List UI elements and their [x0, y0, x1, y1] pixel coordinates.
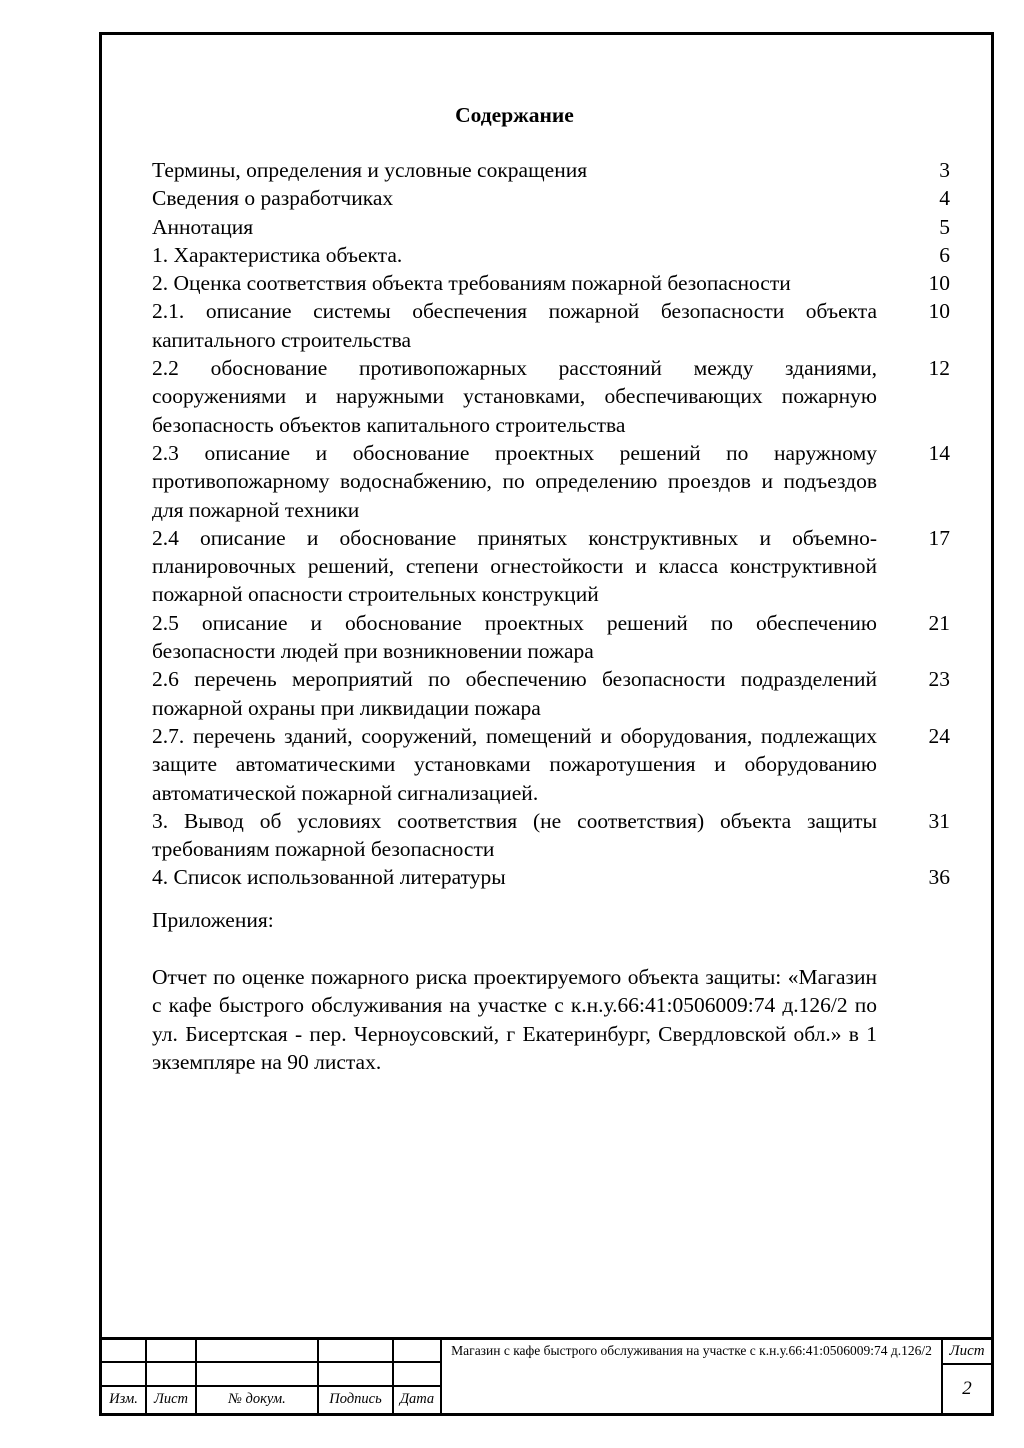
toc-row: [152, 269, 950, 297]
title-block-revision-table: [102, 1340, 442, 1413]
toc-entry-text: Термины, определения и условные сокращения: [152, 158, 588, 182]
toc-page-number: 17: [928, 525, 950, 550]
revision-cell-empty: [197, 1340, 319, 1363]
revision-cell-empty: [319, 1363, 394, 1386]
toc-page-number: 14: [928, 440, 950, 465]
column-header-list: Лист: [147, 1387, 197, 1413]
toc: [152, 156, 950, 892]
toc-entry-text: Аннотация: [152, 214, 254, 239]
sheet-label: Лист: [943, 1340, 991, 1365]
toc-page-number: 12: [928, 356, 950, 381]
toc-entry-text: 2.3 описание и обоснование проектных решений по наружному противопожарному водоснабжению, по определению проездов и подъездов для пожарной техники: [152, 440, 877, 522]
toc-page-number: 4: [939, 186, 950, 211]
toc-page-number: 3: [939, 158, 950, 182]
page-frame: [99, 32, 994, 1416]
toc-row: [152, 297, 950, 354]
revision-cell-empty: [147, 1363, 197, 1386]
toc-row: [152, 439, 950, 524]
toc-page-number: 23: [928, 667, 950, 692]
toc-page-number: 24: [928, 723, 950, 748]
toc-page-number: 6: [939, 242, 950, 267]
toc-row: [152, 354, 950, 439]
revision-cell-empty: [102, 1363, 147, 1386]
revision-cell-empty: [319, 1340, 394, 1363]
title-block: [102, 1337, 991, 1413]
toc-page-number: 36: [928, 865, 950, 890]
toc-entry-text: 2.6 перечень мероприятий по обеспечению безопасности подразделений пожарной охраны при ликвидации пожара: [152, 667, 877, 720]
toc-row: [152, 184, 950, 212]
toc-entry-text: Сведения о разработчиках: [152, 186, 394, 211]
toc-row: [152, 807, 950, 864]
toc-page-number: 21: [928, 610, 950, 635]
toc-entry-text: 2.4 описание и обоснование принятых конструктивных и объемно-планировочных решений, степени огнестойкости и класса конструктивной пожарной опасности строительных конструкций: [152, 525, 877, 607]
toc-row: [152, 722, 950, 807]
revision-cell-empty: [102, 1340, 147, 1363]
appendix-paragraph: Отчет по оценке пожарного риска проектируемого объекта защиты: «Магазин с кафе быстрого обслуживания на участке с к.н.у.66:41:0506009:74 д.126/2 по ул. Бисертская - пер. Черноусовский, г Екатеринбург, Свердловской обл.» в 1 экземпляре на 90 листах.: [152, 965, 877, 1074]
toc-entry-text: 2.5 описание и обоснование проектных решений по обеспечению безопасности людей при возникновении пожара: [152, 610, 877, 664]
appendix-heading: Приложения:: [152, 907, 274, 932]
page-title: Содержание: [455, 103, 574, 127]
toc-row: [152, 524, 950, 609]
page-content: [102, 35, 991, 1337]
revision-cell-empty: [197, 1363, 319, 1386]
toc-page-number: 5: [939, 214, 950, 239]
toc-row: [152, 863, 950, 891]
title-block-document-title: Магазин с кафе быстрого обслуживания на участке с к.н.у.66:41:0506009:74 д.126/2: [451, 1343, 932, 1358]
column-header-ndocum: № докум.: [197, 1387, 319, 1413]
column-header-podpis: Подпись: [319, 1387, 394, 1413]
toc-page-number: 10: [928, 299, 950, 324]
toc-entry-text: 2. Оценка соответствия объекта требованиям пожарной безопасности: [152, 271, 791, 296]
column-header-izm: Изм.: [102, 1387, 147, 1413]
toc-row: [152, 665, 950, 722]
toc-row: [152, 213, 950, 241]
revision-cell-empty: [394, 1340, 442, 1363]
toc-row: [152, 156, 950, 184]
toc-entry-text: 4. Список использованной литературы: [152, 865, 506, 890]
toc-row: [152, 609, 950, 666]
toc-entry-text: 2.7. перечень зданий, сооружений, помещений и оборудования, подлежащих защите автоматическими установками пожаротушения и оборудованию автоматической пожарной сигнализацией.: [152, 723, 877, 805]
toc-page-number: 31: [928, 808, 950, 833]
title-block-sheet-column: [941, 1340, 991, 1413]
toc-entry-text: 3. Вывод об условиях соответствия (не соответствия) объекта защиты требованиям пожарной безопасности: [152, 808, 877, 862]
sheet-number: 2: [962, 1378, 972, 1399]
toc-row: [152, 241, 950, 269]
toc-entry-text: 2.2 обоснование противопожарных расстояний между зданиями, сооружениями и наружными установками, обеспечивающих пожарную безопасность объектов капитального строительства: [152, 356, 877, 437]
toc-entry-text: 1. Характеристика объекта.: [152, 242, 403, 267]
column-header-data: Дата: [394, 1387, 442, 1413]
revision-cell-empty: [394, 1363, 442, 1386]
revision-cell-empty: [147, 1340, 197, 1363]
toc-page-number: 10: [928, 271, 950, 296]
toc-entry-text: 2.1. описание системы обеспечения пожарной безопасности объекта капитального строительства: [152, 299, 877, 352]
